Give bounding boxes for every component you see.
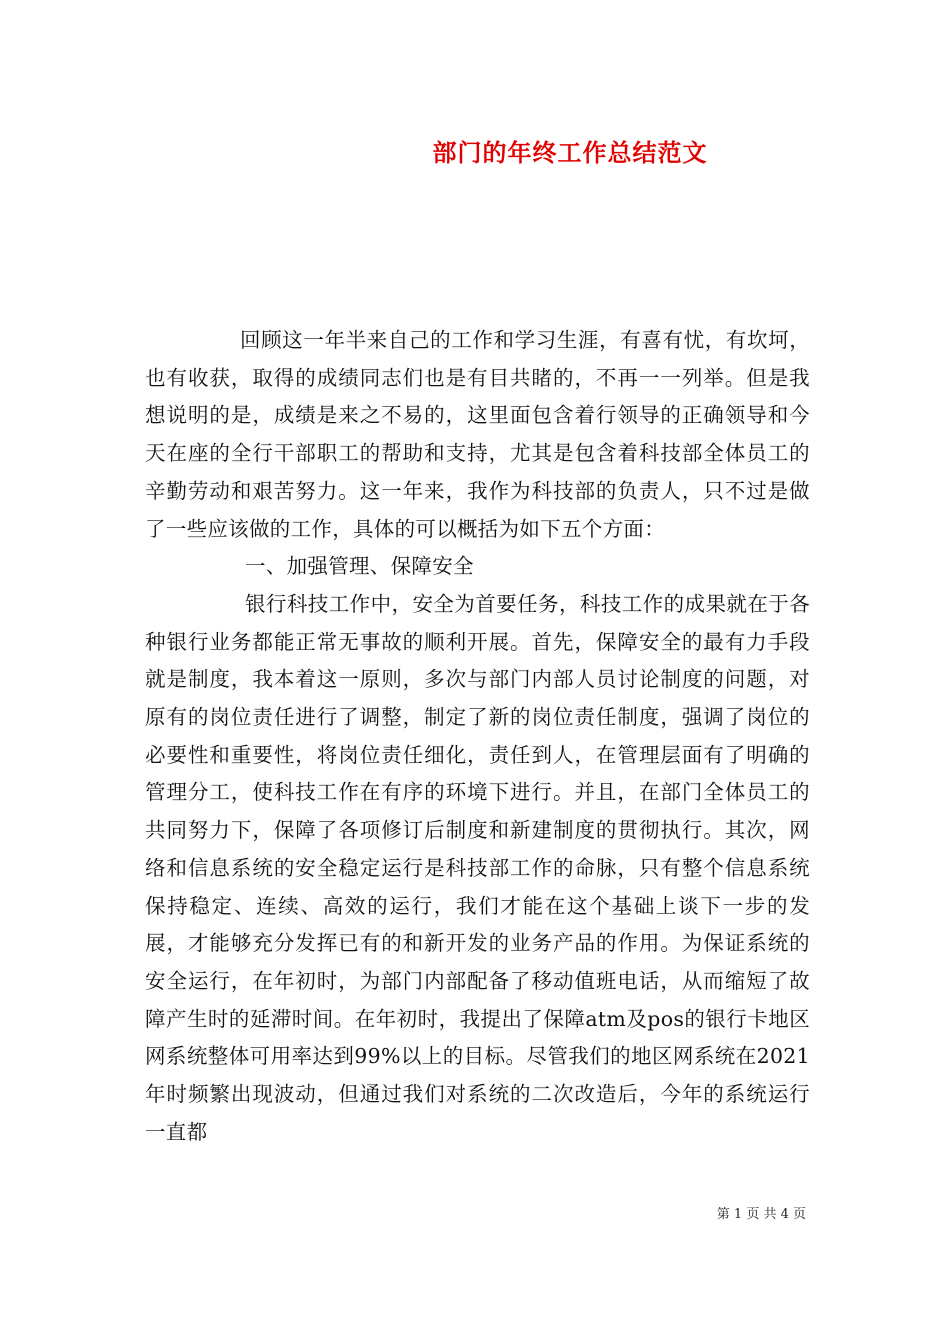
- section-heading: 一、加强管理、保障安全: [245, 554, 474, 579]
- page-footer: 第 1 页 共 4 页: [716, 1207, 806, 1222]
- document-body: [145, 322, 810, 1151]
- document-title: 部门的年终工作总结范文: [432, 138, 708, 167]
- intro-paragraph: 回顾这一年半来自己的工作和学习生涯，有喜有忧，有坎坷，也有收获，取得的成绩同志们也是有目共睹的，不再一一列举。但是我想说明的是，成绩是来之不易的，这里面包含着行领导的正确领导和今天在座的全行干部职工的帮助和支持，尤其是包含着科技部全体员工的辛勤劳动和艰苦努力。这一年来，我作为科技部的负责人，只不过是做了一些应该做的工作，具体的可以概括为如下五个方面：: [145, 328, 810, 541]
- section-paragraph: 银行科技工作中，安全为首要任务，科技工作的成果就在于各种银行业务都能正常无事故的顺利开展。首先，保障安全的最有力手段就是制度，我本着这一原则，多次与部门内部人员讨论制度的问题，对原有的岗位责任进行了调整，制定了新的岗位责任制度，强调了岗位的必要性和重要性，将岗位责任细化，责任到人，在管理层面有了明确的管理分工，使科技工作在有序的环境下进行。并且，在部门全体员工的共同努力下，保障了各项修订后制度和新建制度的贯彻执行。其次，网络和信息系统的安全稳定运行是科技部工作的命脉，只有整个信息系统保持稳定、连续、高效的运行，我们才能在这个基础上谈下一步的发展，才能够充分发挥已有的和新开发的业务产品的作用。为保证系统的安全运行，在年初时，为部门内部配备了移动值班电话，从而缩短了故障产生时的延滞时间。在年初时，我提出了保障atm及pos的银行卡地区网系统整体可用率达到99%以上的目标。尽管我们的地区网系统在2021年时频繁出现波动，但通过我们对系统的二次改造后，今年的系统运行一直都: [145, 591, 810, 1144]
